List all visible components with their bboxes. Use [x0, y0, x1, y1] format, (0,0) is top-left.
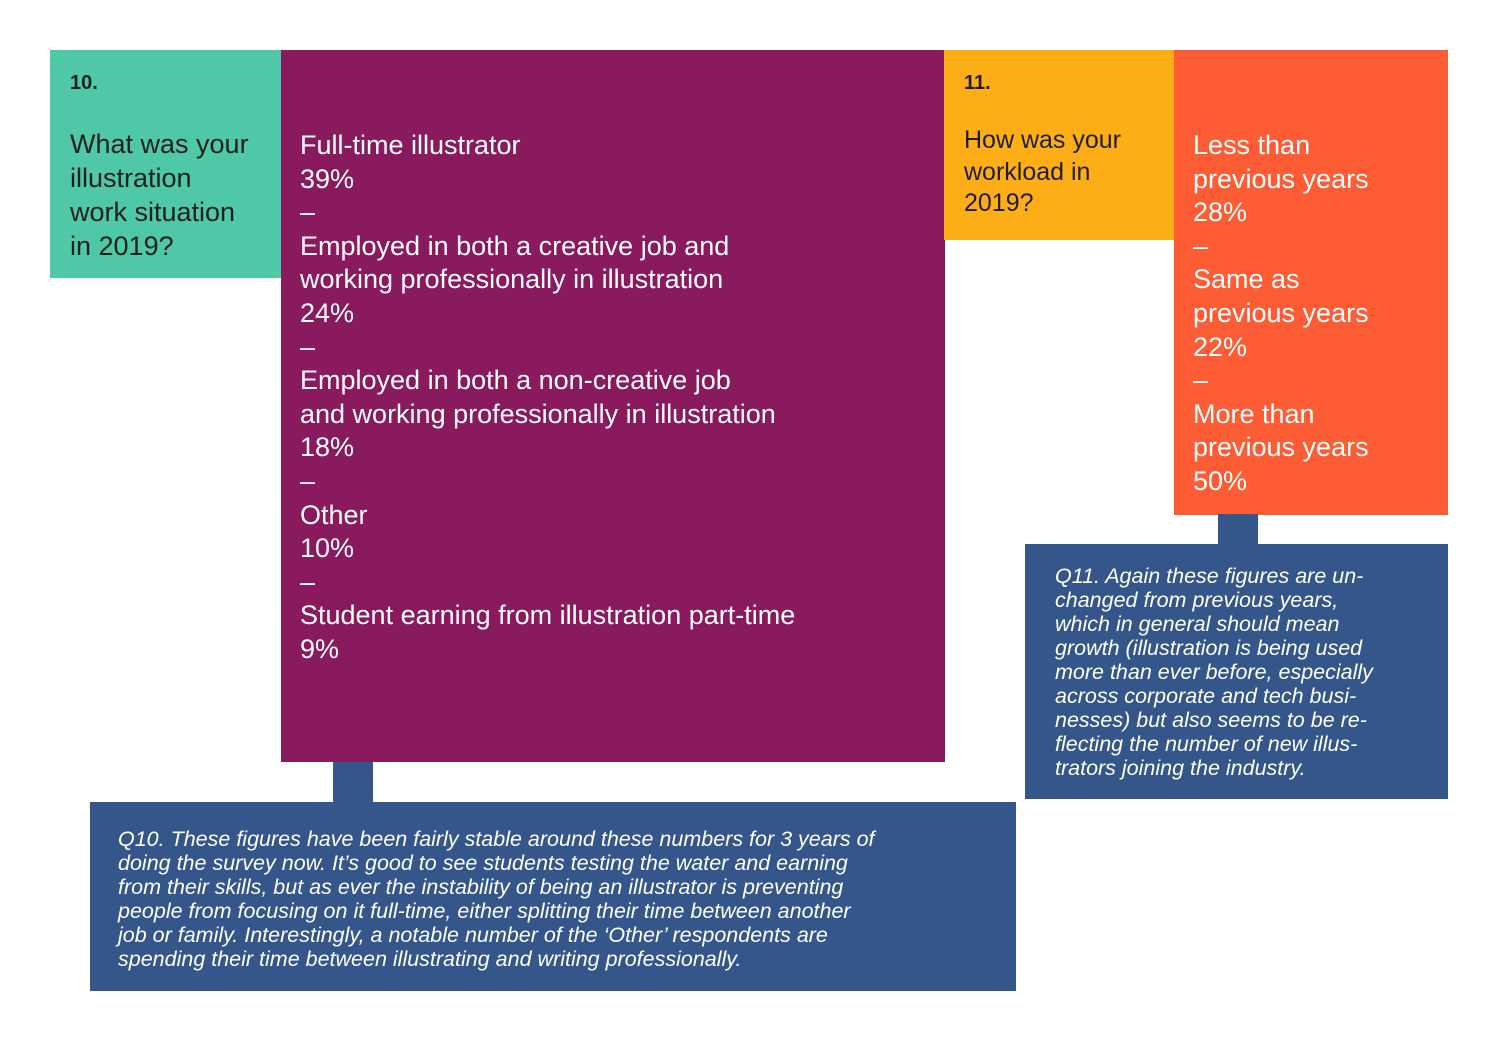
q10-label-box [50, 50, 281, 278]
q10-answer-line: – [300, 465, 316, 496]
q10-question [70, 127, 271, 263]
q10-question-line: illustration [70, 163, 192, 193]
q10-answer-line: 39% [300, 163, 355, 194]
q11-note-line: flecting the number of new illus- [1055, 732, 1358, 756]
q10-note-line: doing the survey now. It’s good to see students testing the water and earning [118, 851, 848, 875]
q11-answer-line: – [1193, 230, 1209, 261]
q11-answer-line: – [1193, 365, 1209, 396]
q11-note-line: Q11. Again these figures are un- [1055, 564, 1364, 588]
q10-answer-list [300, 129, 935, 667]
q11-question-line: 2019? [964, 189, 1034, 217]
q10-answer-line: and working professionally in illustration [300, 398, 776, 429]
q10-answer-line: Full-time illustrator [300, 130, 521, 160]
q11-answer-line: 50% [1193, 465, 1248, 496]
q10-note-line: job or family. Interestingly, a notable number of the ‘Other’ respondents are [118, 923, 828, 947]
q11-note-line: across corporate and tech busi- [1055, 684, 1357, 708]
q11-label-box [944, 50, 1175, 240]
q10-question-line: in 2019? [70, 231, 174, 261]
q10-answer-line: 10% [300, 533, 355, 564]
q10-number: 10. [70, 72, 98, 94]
q10-answer-line: Employed in both a creative job and [300, 230, 730, 261]
q11-note-line: growth (illustration is being used [1055, 636, 1363, 660]
q10-answer-line: working professionally in illustration [300, 264, 724, 295]
q11-note-line: changed from previous years, [1055, 588, 1339, 612]
q11-answers-box [1174, 50, 1448, 515]
q11-connector [1218, 514, 1258, 545]
q10-answer-line: 24% [300, 297, 355, 328]
q10-answer-line: Employed in both a non-creative job [300, 365, 731, 396]
q10-question-line: work situation [70, 197, 236, 227]
q11-note-box [1025, 544, 1448, 799]
q11-answer-line: previous years [1193, 163, 1369, 194]
q11-answer-line: 22% [1193, 331, 1248, 362]
q11-answer-line: Less than [1193, 130, 1311, 160]
q10-answer-line: 18% [300, 432, 355, 463]
q10-answer-line: – [300, 566, 316, 597]
q10-question-line: What was your [70, 129, 249, 159]
q10-note-line: spending their time between illustrating and writing professionally. [118, 947, 742, 971]
q10-answers-box [281, 50, 945, 762]
q11-note-line: trators joining the industry. [1055, 756, 1306, 780]
q10-note-line: from their skills, but as ever the instability of being an illustrator is preventing [118, 875, 844, 899]
q10-note-line: Q10. These figures have been fairly stable around these numbers for 3 years of [118, 827, 875, 851]
q10-answer-line: – [300, 197, 316, 228]
q10-answer-line: Student earning from illustration part-time [300, 600, 796, 631]
q11-note-line: which in general should mean [1055, 612, 1340, 636]
q10-note-box [90, 802, 1016, 991]
q11-question-line: workload in [964, 157, 1091, 186]
q11-answer-line: previous years [1193, 297, 1369, 328]
q10-note-line: people from focusing on it full-time, either splitting their time between another [118, 899, 851, 923]
q11-answer-list [1193, 129, 1443, 499]
q10-connector [333, 762, 373, 803]
q11-answer-line: Same as [1193, 264, 1300, 295]
q11-note-line: nesses) but also seems to be re- [1055, 708, 1367, 732]
q11-note-line: more than ever before, especially [1055, 660, 1373, 684]
q10-answer-line: – [300, 331, 316, 362]
q11-number: 11. [964, 72, 991, 94]
q10-answer-line: Other [300, 499, 368, 530]
q11-answer-line: More than [1193, 398, 1315, 429]
q11-answer-line: 28% [1193, 197, 1248, 228]
q11-question-line: How was your [964, 126, 1121, 154]
q11-answer-line: previous years [1193, 432, 1369, 463]
q11-question [964, 125, 1165, 220]
q10-answer-line: 9% [300, 633, 340, 664]
